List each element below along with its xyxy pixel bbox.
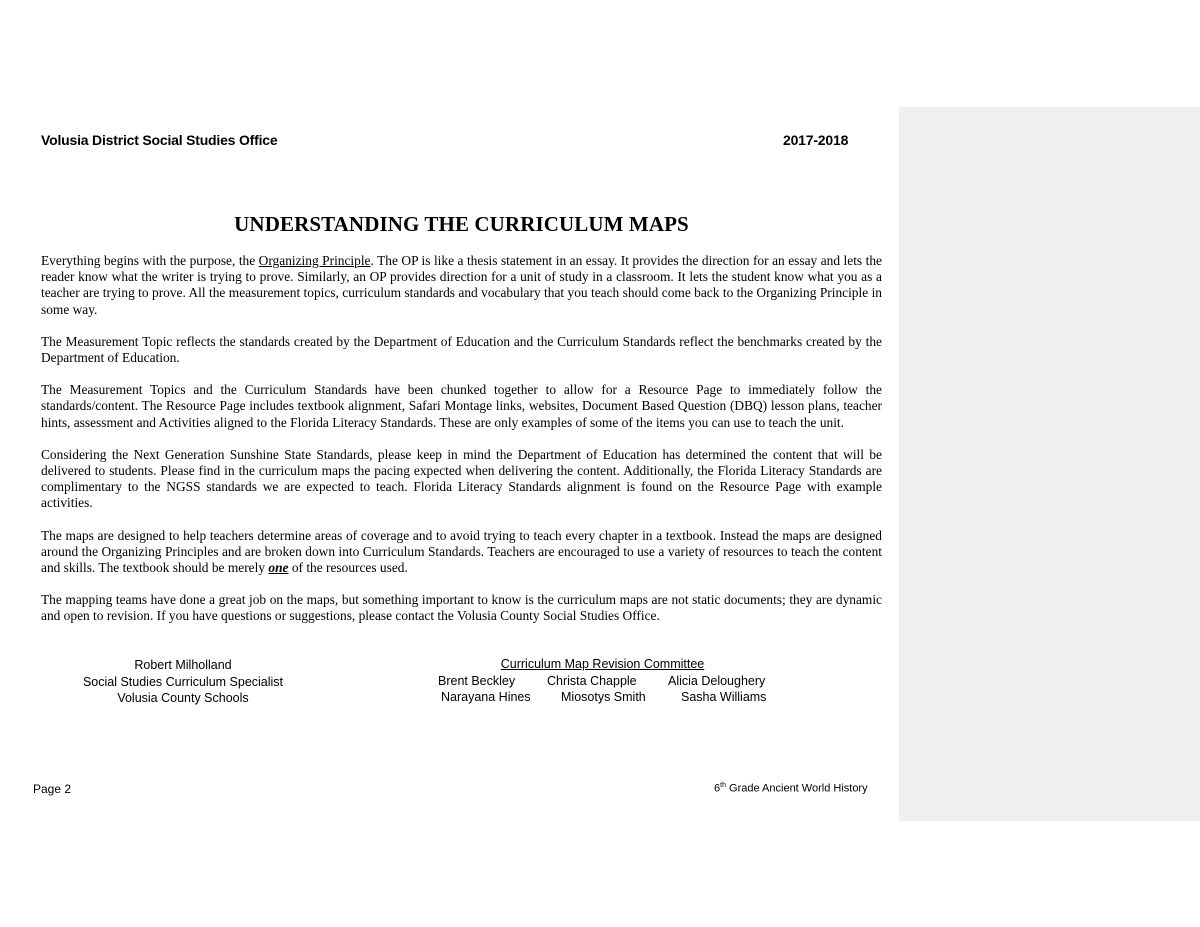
paragraph-ngsss: Considering the Next Generation Sunshine State Standards, please keep in mind the Department of Education has determined the content that will be delivered to students. Please find in the curriculum maps the pacing expected when delivering the content. Additionally, the Florida Literacy Standards are complimentary to the NGSS standards we are expected to teach. Florida Literacy Standards alignment is found on the Resource Page with example activities. [41,446,882,511]
committee-title: Curriculum Map Revision Committee [500,657,705,671]
emphasis-one: one [268,560,289,576]
paragraph-text: of the resources used. [288,560,408,576]
paragraph-text: Everything begins with the purpose, the [41,253,259,268]
footer-course [714,782,868,795]
signature-role: Social Studies Curriculum Specialist [82,674,284,689]
grade-number: 6 [714,782,721,795]
committee-member: Brent Beckley [438,674,516,688]
signature-org: Volusia County Schools [117,691,249,705]
committee-member: Christa Chapple [547,674,637,688]
organizing-principle-term: Organizing Principle [258,253,371,268]
committee-member: Alicia Deloughery [668,674,766,688]
header-year: 2017-2018 [783,132,849,148]
comment-margin-pane [899,107,1200,821]
grade-suffix: th [720,782,726,789]
paragraph-maps-design [41,528,882,577]
page-number: Page 2 [33,782,72,796]
committee-member: Narayana Hines [441,690,531,704]
body-text [41,253,882,641]
committee-member: Miosotys Smith [561,690,646,704]
paragraph-organizing-principle [41,253,882,318]
course-title: Grade Ancient World History [725,782,868,795]
page-title: UNDERSTANDING THE CURRICULUM MAPS [234,212,689,236]
signature-name: Robert Milholland [134,658,232,672]
committee-member: Sasha Williams [681,690,767,704]
signature-block [70,657,296,707]
header-office: Volusia District Social Studies Office [41,132,278,148]
paragraph-text: . The OP is like a thesis statement in an essay. It provides the direction for an essay and lets the reader know what the writer is trying to prove. Similarly, an OP provides direction for a unit of study in a classroom. It lets the student know what you as a teacher are trying to prove. All the measurement topics, curriculum standards and vocabulary that you teach should come back to the Organizing Principle in some way. [41,253,882,317]
paragraph-revision: The mapping teams have done a great job on the maps, but something important to know is the curriculum maps are not static documents; they are dynamic and open to revision. If you have questions or suggestions, please contact the Volusia County Social Studies Office. [41,592,882,624]
paragraph-text: The maps are designed to help teachers determine areas of coverage and to avoid trying to teach every chapter in a textbook. Instead the maps are designed around the Organizing Principles and are broken down into Curriculum Standards. Teachers are encouraged to use a variety of resources to teach the content and skills. The textbook should be merely [41,527,882,576]
paragraph-resource-page: The Measurement Topics and the Curriculum Standards have been chunked together to allow for a Resource Page to immediately follow the standards/content. The Resource Page includes textbook alignment, Safari Montage links, websites, Document Based Question (DBQ) lesson plans, teacher hints, assessment and Activities aligned to the Florida Literacy Standards. These are only examples of some of the items you can use to teach the unit. [41,382,882,430]
paragraph-measurement-topic: The Measurement Topic reflects the standards created by the Department of Education and the Curriculum Standards reflect the benchmarks created by the Department of Education. [41,333,882,366]
